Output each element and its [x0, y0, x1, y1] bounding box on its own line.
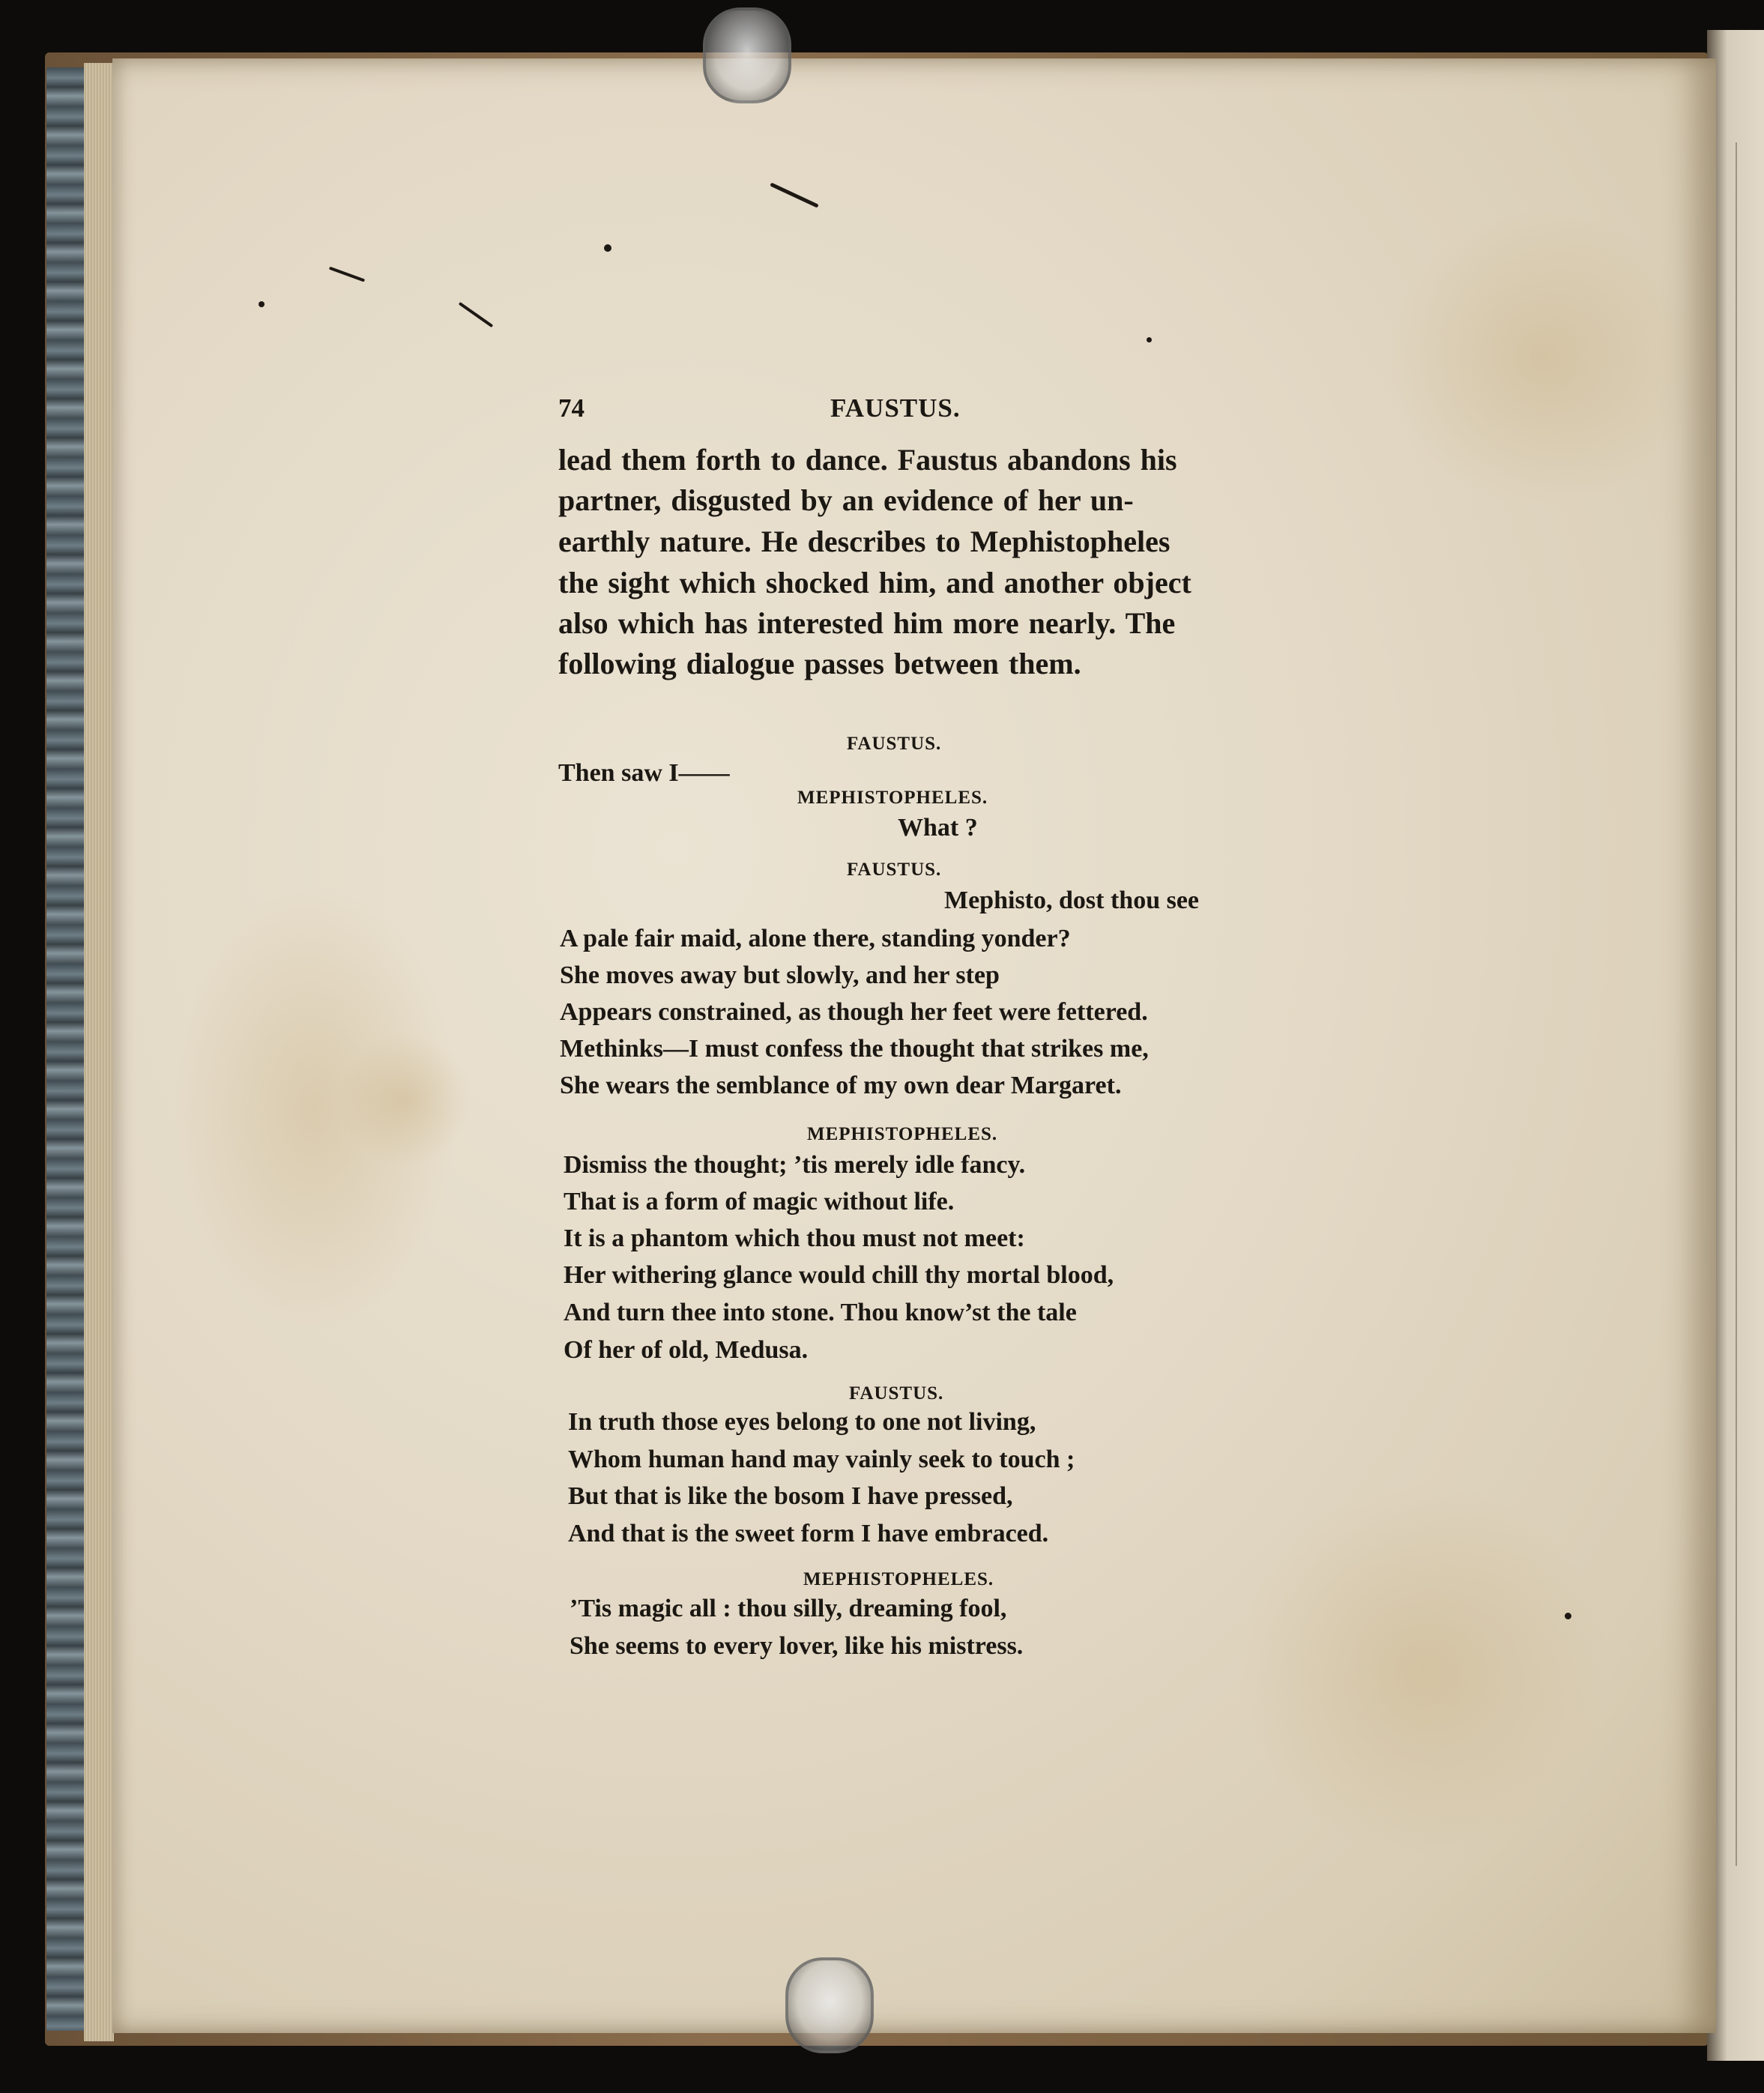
prose-line: partner, disgusted by an evidence of her un-	[558, 483, 1134, 517]
speaker-label: MEPHISTOPHELES.	[807, 1124, 998, 1144]
ink-speck	[1565, 1613, 1571, 1619]
marbled-edge	[46, 67, 88, 2031]
verse-line: That is a form of magic without life.	[564, 1188, 955, 1215]
prose-line: following dialogue passes between them.	[558, 647, 1081, 680]
running-title: FAUSTUS.	[830, 393, 961, 423]
verse-line: Methinks—I must confess the thought that strikes me,	[560, 1035, 1149, 1063]
verse-line: Mephisto, dost thou see	[944, 887, 1200, 914]
ink-speck	[604, 244, 611, 252]
verse-line: In truth those eyes belong to one not living,	[568, 1408, 1036, 1436]
verse-line: She seems to every lover, like his mistress.	[570, 1632, 1024, 1660]
verse-line: What ?	[898, 814, 978, 842]
foxing-stain	[337, 1033, 472, 1168]
verse-line: ’Tis magic all : thou silly, dreaming fool,	[570, 1595, 1007, 1622]
speaker-label: FAUSTUS.	[847, 734, 942, 754]
speaker-label: MEPHISTOPHELES.	[797, 788, 988, 808]
verse-line: Whom human hand may vainly seek to touch ;	[568, 1446, 1075, 1473]
prose-line: also which has interested him more nearly. The	[558, 606, 1176, 640]
foxing-stain	[1386, 208, 1701, 508]
verse-line: And turn thee into stone. Thou know’st the tale	[564, 1299, 1077, 1326]
prose-line: the sight which shocked him, and another object	[558, 566, 1191, 599]
verse-line: It is a phantom which thou must not meet:	[564, 1224, 1025, 1252]
verse-line: Dismiss the thought; ’tis merely idle fancy.	[564, 1151, 1026, 1179]
page-clip-top	[703, 7, 791, 103]
verse-line: A pale fair maid, alone there, standing yonder?	[560, 925, 1071, 952]
verse-line: But that is like the bosom I have pressed,	[568, 1482, 1013, 1510]
verse-line: Her withering glance would chill thy mortal blood,	[564, 1261, 1114, 1289]
ink-speck	[1147, 337, 1152, 342]
prose-line: earthly nature. He describes to Mephistopheles	[558, 525, 1171, 558]
verse-line: She moves away but slowly, and her step	[560, 961, 1000, 989]
page-clip-bottom	[785, 1957, 874, 2053]
speaker-label: FAUSTUS.	[847, 860, 942, 880]
verse-line: She wears the semblance of my own dear Margaret.	[560, 1072, 1122, 1099]
verse-line: Of her of old, Medusa.	[564, 1336, 809, 1364]
speaker-label: FAUSTUS.	[849, 1383, 944, 1404]
verse-line: Then saw I——	[558, 759, 730, 787]
page-number: 74	[558, 393, 585, 423]
speaker-label: MEPHISTOPHELES.	[803, 1569, 994, 1589]
page-edges	[84, 63, 114, 2041]
plate-border	[1736, 142, 1737, 1866]
foxing-stain	[1236, 1482, 1611, 1857]
verse-line: Appears constrained, as though her feet were fettered.	[560, 998, 1148, 1026]
ink-speck	[259, 301, 265, 307]
prose-line: lead them forth to dance. Faustus abandons his	[558, 443, 1177, 477]
verse-line: And that is the sweet form I have embraced.	[568, 1520, 1049, 1547]
